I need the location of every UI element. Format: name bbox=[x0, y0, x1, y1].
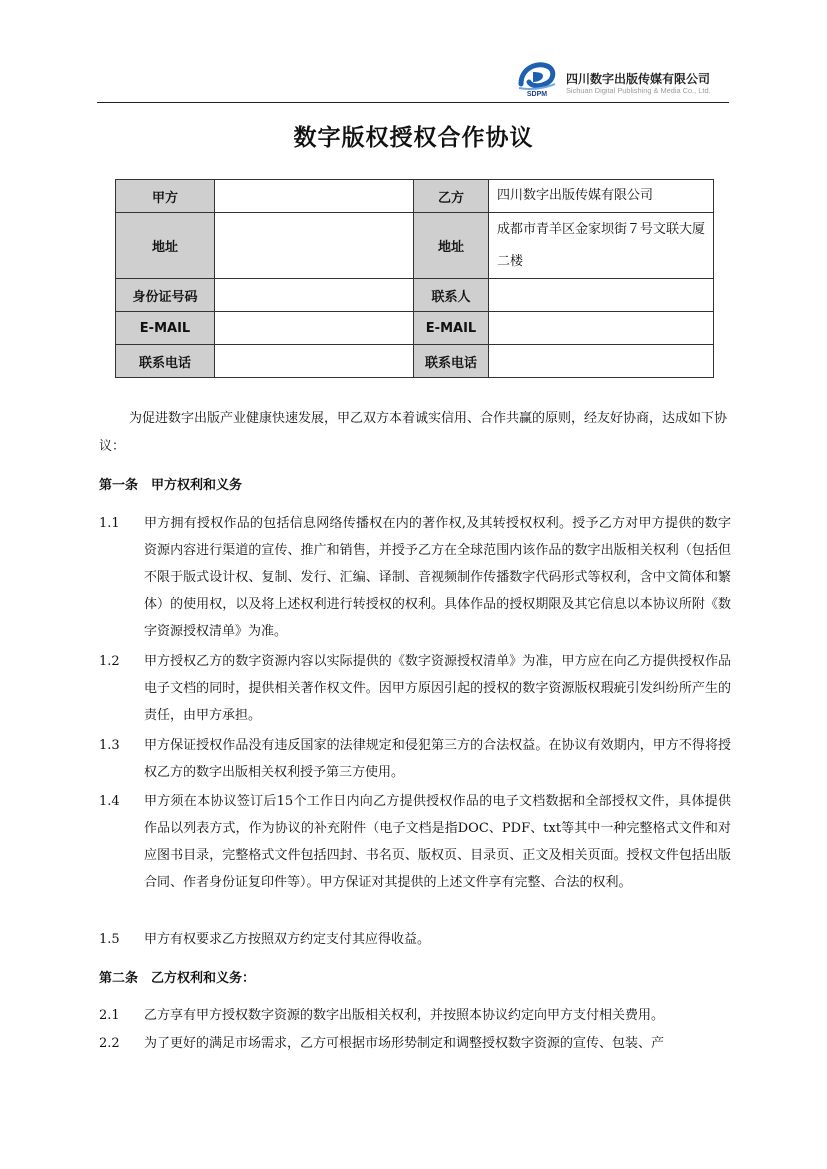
section-1-title: 第一条 甲方权利和义务 bbox=[99, 478, 243, 493]
party-b-address-value[interactable]: 成都市青羊区金家坝街７号文联大厦二楼 bbox=[489, 213, 714, 279]
party-info-table bbox=[115, 179, 714, 378]
party-b-address-label: 地址 bbox=[414, 213, 489, 279]
party-a-address-value[interactable] bbox=[215, 213, 414, 279]
sdpm-logo bbox=[515, 60, 559, 100]
table-row bbox=[116, 180, 714, 213]
id-number-label: 身份证号码 bbox=[116, 279, 215, 312]
clause-text: 甲方有权要求乙方按照双方约定支付其应得收益。 bbox=[144, 932, 431, 947]
party-b-email-value[interactable] bbox=[489, 312, 714, 345]
section-2-title: 第二条 乙方权利和义务： bbox=[99, 971, 256, 986]
clause-number: 1.2 bbox=[99, 654, 120, 669]
clause-2-1 bbox=[99, 1002, 731, 1029]
party-a-email-label: E-MAIL bbox=[116, 312, 215, 345]
party-b-label: 乙方 bbox=[414, 180, 489, 213]
party-b-value[interactable]: 四川数字出版传媒有限公司 bbox=[489, 180, 714, 213]
clause-text: 甲方须在本协议签订后15个工作日内向乙方提供授权作品的电子文档数据和全部授权文件，具体提供作品以列表方式，作为协议的补充附件（电子文档是指DOC、PDF、txt等其中一种完整格式文件和对应图书目录，完整格式文件包括四封、书名页、版权页、目录页、正文及相关页面。授权文件包括出版合同、作者身份证复印件等）。甲方保证对其提供的上述文件享有完整、合法的权利。 bbox=[144, 794, 731, 890]
party-a-email-value[interactable] bbox=[215, 312, 414, 345]
party-a-value[interactable] bbox=[215, 180, 414, 213]
clause-number: 1.4 bbox=[99, 794, 120, 809]
logo-text: SDPM bbox=[526, 91, 548, 98]
clause-text: 甲方授权乙方的数字资源内容以实际提供的《数字资源授权清单》为准，甲方应在向乙方提供授权作品电子文档的同时，提供相关著作权文件。因甲方原因引起的授权的数字资源版权瑕疵引发纠纷所产生的责任，由甲方承担。 bbox=[144, 654, 731, 723]
contact-person-label: 联系人 bbox=[414, 279, 489, 312]
intro-paragraph: 为促进数字出版产业健康快速发展，甲乙双方本着诚实信用、合作共赢的原则，经友好协商，达成如下协议： bbox=[99, 411, 728, 454]
clause-1-5 bbox=[99, 926, 731, 953]
clause-number: 2.1 bbox=[99, 1008, 120, 1023]
table-row bbox=[116, 213, 714, 279]
clause-text: 甲方保证授权作品没有违反国家的法律规定和侵犯第三方的合法权益。在协议有效期内，甲方不得将授权乙方的数字出版相关权利授予第三方使用。 bbox=[144, 738, 731, 780]
clause-1-3 bbox=[99, 732, 731, 786]
id-number-value[interactable] bbox=[215, 279, 414, 312]
page-header bbox=[97, 58, 729, 103]
document-title: 数字版权授权合作协议 bbox=[293, 125, 534, 151]
company-name-en: Sichuan Digital Publishing & Media Co., Ltd. bbox=[566, 86, 711, 95]
clause-2-2 bbox=[99, 1030, 731, 1057]
clause-1-1 bbox=[99, 510, 731, 645]
clause-1-4 bbox=[99, 788, 731, 896]
clause-text: 为了更好的满足市场需求，乙方可根据市场形势制定和调整授权数字资源的宣传、包装、产 bbox=[144, 1036, 665, 1051]
clause-number: 1.3 bbox=[99, 738, 120, 753]
table-row bbox=[116, 345, 714, 378]
clause-text: 甲方拥有授权作品的包括信息网络传播权在内的著作权,及其转授权权利。授予乙方对甲方提供的数字资源内容进行渠道的宣传、推广和销售，并授予乙方在全球范围内该作品的数字出版相关权利（包括但不限于版式设计权、复制、发行、汇编、译制、音视频制作传播数字代码形式等权利，含中文简体和繁体）的使用权，以及将上述权利进行转授权的权利。具体作品的授权期限及其它信息以本协议所附《数字资源授权清单》为准。 bbox=[144, 516, 731, 639]
clause-number: 1.1 bbox=[99, 516, 120, 531]
table-row bbox=[116, 312, 714, 345]
party-a-label: 甲方 bbox=[116, 180, 215, 213]
clause-number: 2.2 bbox=[99, 1036, 120, 1051]
party-a-phone-label: 联系电话 bbox=[116, 345, 215, 378]
table-row bbox=[116, 279, 714, 312]
clause-number: 1.5 bbox=[99, 932, 120, 947]
party-b-phone-value[interactable] bbox=[489, 345, 714, 378]
party-b-phone-label: 联系电话 bbox=[414, 345, 489, 378]
party-a-phone-value[interactable] bbox=[215, 345, 414, 378]
clause-1-2 bbox=[99, 648, 731, 729]
clause-text: 乙方享有甲方授权数字资源的数字出版相关权利，并按照本协议约定向甲方支付相关费用。 bbox=[144, 1008, 665, 1023]
company-name-cn: 四川数字出版传媒有限公司 bbox=[566, 72, 711, 86]
party-a-address-label: 地址 bbox=[116, 213, 215, 279]
party-b-email-label: E-MAIL bbox=[414, 312, 489, 345]
logo-mark-icon bbox=[515, 60, 559, 92]
contact-person-value[interactable] bbox=[489, 279, 714, 312]
